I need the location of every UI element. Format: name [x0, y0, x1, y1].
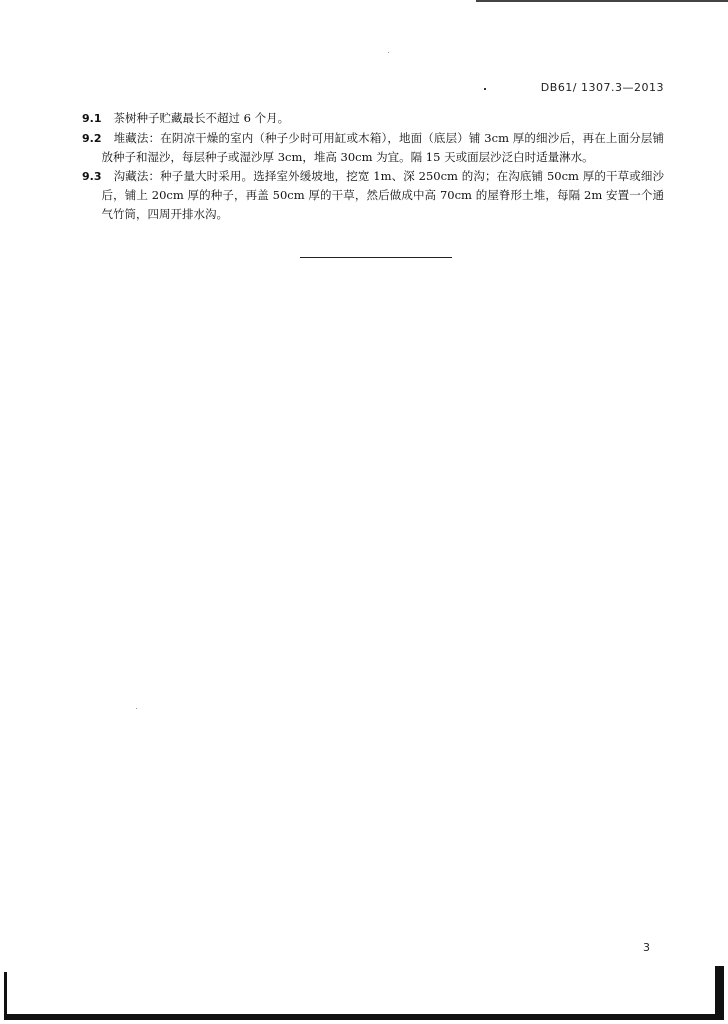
page-number: 3 [643, 941, 650, 954]
clause-text: 沟藏法：种子量大时采用。选择室外缓坡地，挖宽 1m、深 250cm 的沟；在沟底铺 50cm 厚的干草或细沙后，铺上 20cm 厚的种子，再盖 50cm 厚的干草，然后做成中高 70cm 的屋脊形土堆，每隔 2m 安置一个通气竹筒，四周开排水沟。 [101, 168, 664, 221]
scan-border-left [4, 972, 7, 1018]
clause-9-2 [82, 129, 664, 167]
clause-number: 9.2 [82, 131, 102, 145]
clause-number: 9.3 [82, 169, 102, 183]
end-of-text-rule [300, 257, 452, 258]
clause-text: 茶树种子贮藏最长不超过 6 个月。 [113, 111, 290, 125]
document-body [82, 109, 664, 223]
scan-speck [484, 88, 486, 90]
clause-9-3 [82, 167, 664, 224]
scan-border-right [715, 966, 724, 1018]
standard-code-header: DB61/ 1307.3—2013 [540, 81, 664, 94]
scan-speck [136, 708, 137, 709]
clause-number: 9.1 [82, 112, 102, 125]
clause-9-1 [82, 109, 664, 129]
scan-border-bottom [4, 1014, 724, 1020]
scan-speck [388, 52, 389, 53]
clause-text: 堆藏法：在阴凉干燥的室内（种子少时可用缸或木箱），地面（底层）铺 3cm 厚的细沙后，再在上面分层铺放种子和湿沙，每层种子或湿沙厚 3cm，堆高 30cm 为宜。隔 15 天或面层沙泛白时适量淋水。 [101, 130, 664, 164]
scan-edge-line [476, 0, 728, 2]
